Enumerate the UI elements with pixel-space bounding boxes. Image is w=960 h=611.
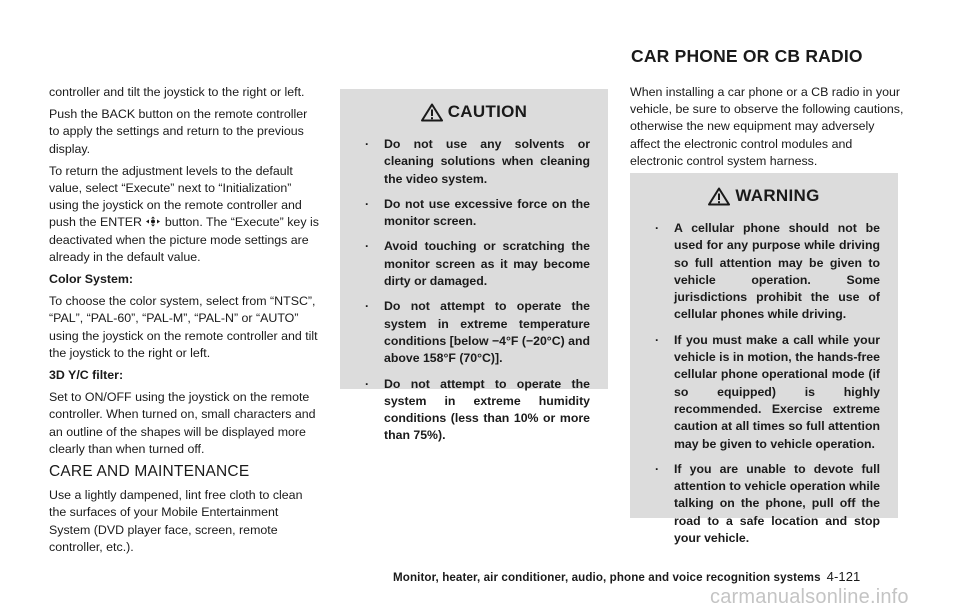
list-item: . Do not use any solvents or cleaning solutions when cleaning the video system.: [365, 136, 590, 188]
paragraph: Set to ON/OFF using the joystick on the remote controller. When turned on, small characters and an outline of the shapes will be displayed more clearly than when turned off.: [49, 390, 316, 456]
warning-title: [630, 186, 898, 206]
paragraph: Push the BACK button on the remote controller to apply the settings and return to the previous display.: [49, 107, 308, 156]
caution-label: CAUTION: [447, 102, 528, 121]
warning-label: WARNING: [735, 186, 820, 205]
list-item: . A cellular phone should not be used for any purpose while driving so full attention may be given to vehicle operation. Some jurisdictions prohibit the use of cellular phones while driving.: [655, 220, 880, 324]
list-item: . If you must make a call while your vehicle is in motion, the hands-free cellular phone operational mode (if so equipped) is highly recommended. Exercise extreme caution at all times so full attention may be given to vehicle operation.: [655, 332, 880, 453]
caution-title: [340, 102, 608, 122]
watermark: carmanualsonline.info: [710, 586, 909, 608]
section-title: CARE AND MAINTENANCE: [49, 463, 250, 481]
paragraph: To choose the color system, select from “NTSC”, “PAL”, “PAL-60”, “PAL-M”, “PAL-N” or “AUTO” using the joystick on the remote controller and tilt the joystick to the right or left.: [49, 294, 318, 360]
page-footer: [393, 569, 860, 584]
caution-list: [340, 136, 608, 445]
paragraph: [49, 163, 321, 266]
enter-button-icon: [145, 216, 161, 227]
list-item: . Do not attempt to operate the system in extreme humidity conditions (less than 10% or more than 75%).: [365, 376, 590, 445]
caution-box: [340, 89, 608, 443]
list-item: . Do not attempt to operate the system in extreme temperature conditions [below −4°F (−20°C) and above 158°F (70°C)].: [365, 298, 590, 367]
left-column: [49, 84, 321, 561]
right-column: [630, 84, 905, 175]
warning-list: [630, 220, 898, 547]
warning-triangle-icon: [708, 187, 730, 206]
list-item: . If you are unable to devote full attention to vehicle operation while talking on the phone, pull off the road to a safe location and stop your vehicle.: [655, 461, 880, 547]
warning-box: [630, 173, 898, 546]
paragraph-text: button. The “Execute” key is deactivated when the picture mode settings are already in the default value.: [49, 215, 319, 264]
paragraph-text: To return the adjustment levels to the default value, select “Execute” next to “Initialization” using the joystick on the remote controller and push the ENTER: [49, 163, 302, 230]
page-number: 4-121: [826, 569, 861, 584]
footer-text: Monitor, heater, air conditioner, audio, phone and voice recognition systems: [393, 571, 821, 584]
subheading: 3D Y/C filter:: [49, 368, 124, 383]
warning-triangle-icon: [421, 103, 443, 122]
paragraph: When installing a car phone or a CB radio in your vehicle, be sure to observe the following cautions, otherwise the new equipment may adversely affect the electronic control modules and electronic control system harness.: [630, 85, 904, 168]
paragraph: Use a lightly dampened, lint free cloth to clean the surfaces of your Mobile Entertainment System (DVD player face, screen, remote controller, etc.).: [49, 488, 303, 554]
list-item: . Avoid touching or scratching the monitor screen as it may become dirty or damaged.: [365, 238, 590, 290]
list-item: . Do not use excessive force on the monitor screen.: [365, 196, 590, 231]
paragraph: controller and tilt the joystick to the right or left.: [49, 85, 305, 99]
subheading: Color System:: [49, 272, 133, 287]
section-heading: CAR PHONE OR CB RADIO: [631, 46, 863, 66]
